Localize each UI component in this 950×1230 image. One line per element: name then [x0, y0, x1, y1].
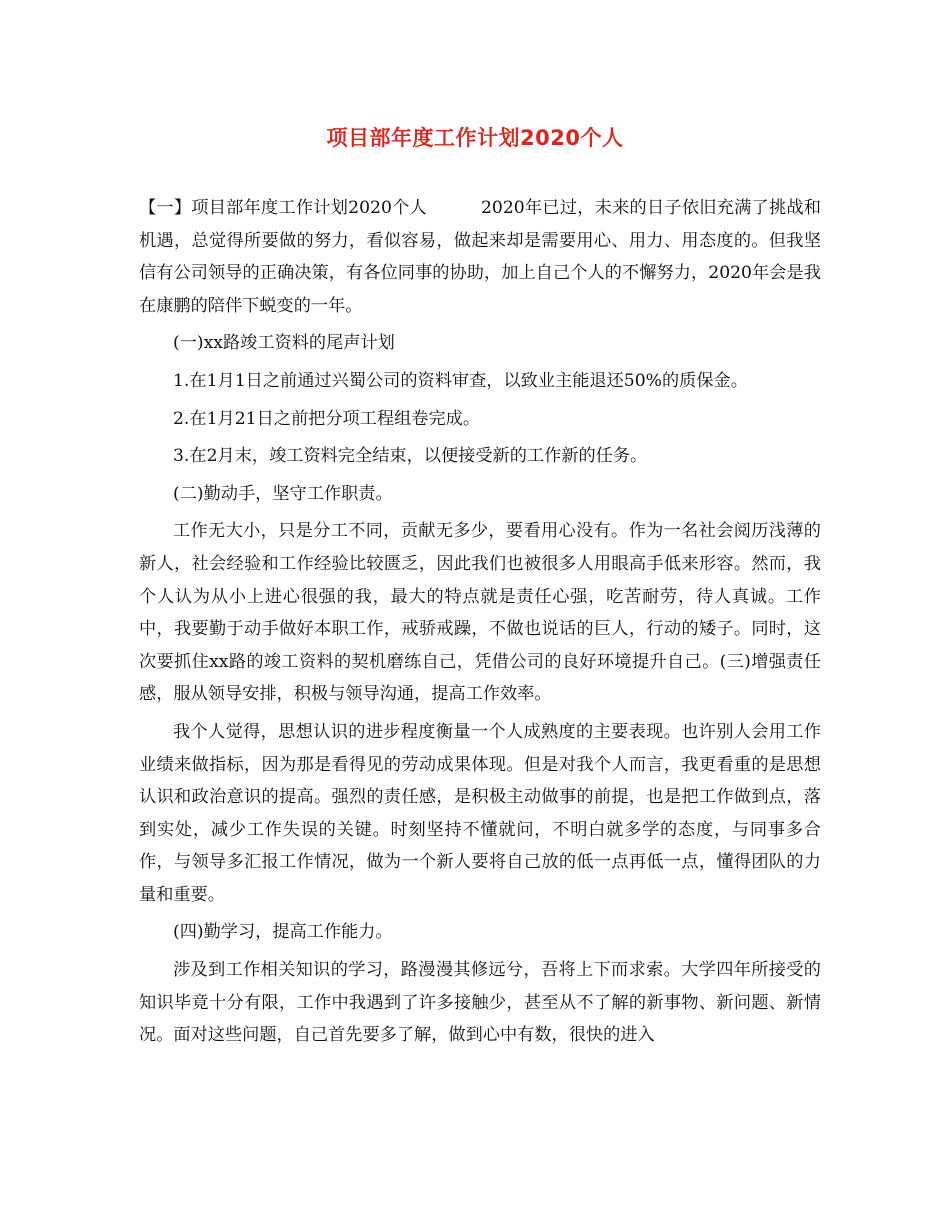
section-heading-2: (二)勤动手，坚守工作职责。	[173, 483, 393, 504]
intro-text: 2020年已过，未来的日子依旧充满了挑战和机遇，总觉得所要做的努力，看似容易，做起来却是需要用心、用力、用态度的。但我坚信有公司领导的正确决策，有各位同事的协助，加上自己个人的不懈努力，2020年会是我在康鹏的陪伴下蜕变的一年。	[139, 198, 821, 316]
body-paragraph-3: 涉及到工作相关知识的学习，路漫漫其修远兮，吾将上下而求索。大学四年所接受的知识毕竟十分有限，工作中我遇到了许多接触少，甚至从不了解的新事物、新问题、新情况。面对这些问题，自己首先要多了解，做到心中有数，很快的进入	[139, 960, 821, 1046]
body-paragraph-1: 工作无大小，只是分工不同，贡献无多少，要看用心没有。作为一名社会阅历浅薄的新人，社会经验和工作经验比较匮乏，因此我们也被很多人用眼高手低来形容。然而，我个人认为从小上进心很强的我，最大的特点就是责任心强，吃苦耐劳，待人真诚。工作中，我要勤于动手做好本职工作，戒骄戒躁，不做也说话的巨人，行动的矮子。同时，这次要抓住xx路的竣工资料的契机磨练自己，凭借公司的良好环境提升自己。(三)增强责任感，服从领导安排，积极与领导沟通，提高工作效率。	[139, 521, 821, 705]
section-heading-1: (一)xx路竣工资料的尾声计划	[173, 333, 395, 354]
document-body	[139, 192, 821, 1057]
plan-item-3: 3.在2月末，竣工资料完全结束，以便接受新的工作新的任务。	[173, 446, 648, 467]
body-paragraph-2: 我个人觉得，思想认识的进步程度衡量一个人成熟度的主要表现。也许别人会用工作业绩来做指标，因为那是看得见的劳动成果体现。但是对我个人而言，我更看重的是思想认识和政治意识的提高。强烈的责任感，是积极主动做事的前提，也是把工作做到点，落到实处，减少工作失误的关键。时刻坚持不懂就问，不明白就多学的态度，与同事多合作，与领导多汇报工作情况，做为一个新人要将自己放的低一点再低一点，懂得团队的力量和重要。	[139, 721, 821, 905]
plan-item-1: 1.在1月1日之前通过兴蜀公司的资料审查，以致业主能退还50%的质保金。	[173, 370, 748, 391]
section-heading-4: (四)勤学习，提高工作能力。	[173, 922, 393, 943]
intro-label: 【一】项目部年度工作计划2020个人	[139, 198, 427, 218]
intro-paragraph	[139, 192, 821, 322]
document-title: 项目部年度工作计划2020个人	[326, 126, 624, 150]
plan-item-2: 2.在1月21日之前把分项工程组卷完成。	[173, 408, 481, 429]
